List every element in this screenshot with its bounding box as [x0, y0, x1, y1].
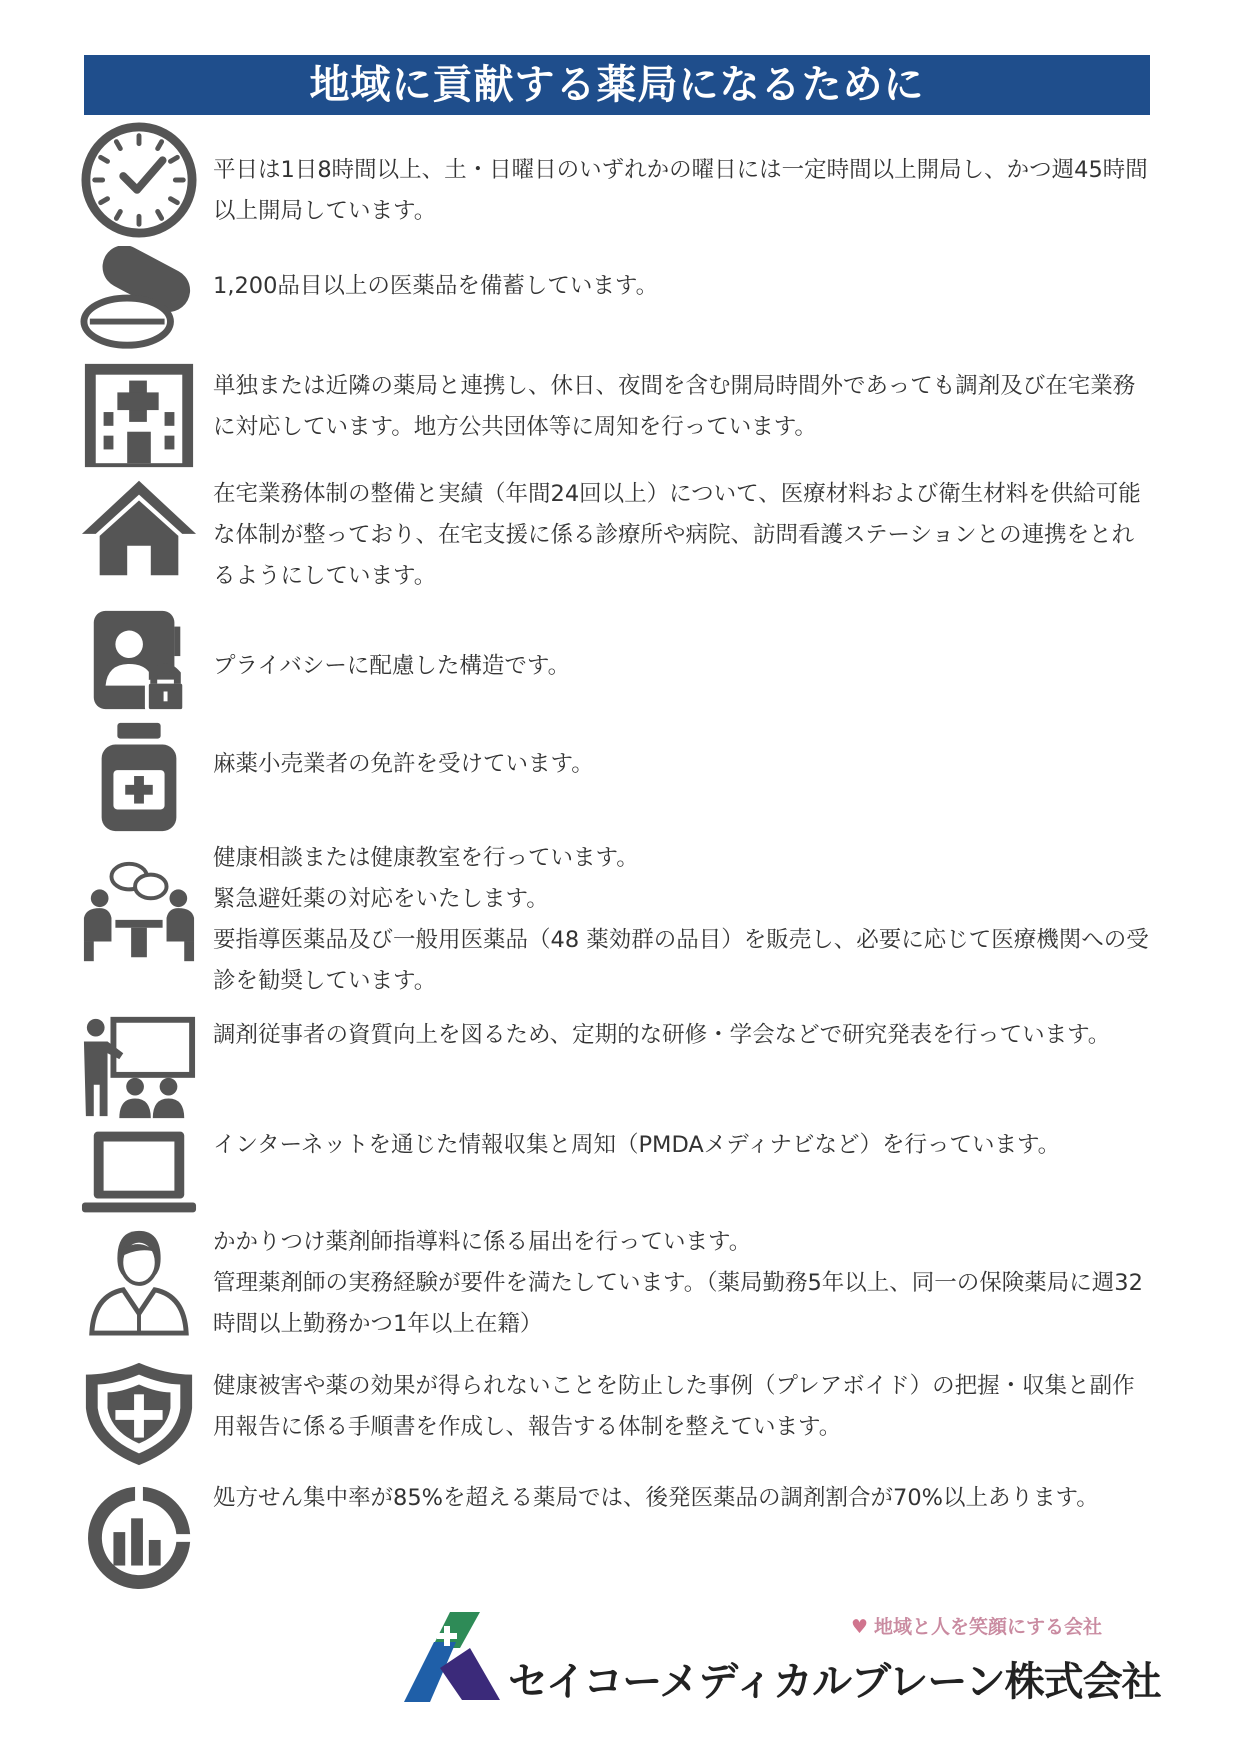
list-item	[80, 478, 1155, 598]
item-line: プライバシーに配慮した構造です。	[213, 653, 571, 679]
list-item	[80, 606, 1155, 716]
house-icon	[80, 478, 198, 578]
medicine-bottle-icon	[80, 720, 198, 835]
item-line: 麻薬小売業者の免許を受けています。	[213, 751, 594, 777]
pie-chart-icon	[80, 1478, 198, 1598]
training-icon	[80, 1015, 198, 1120]
item-line: 緊急避妊薬の対応をいたします。	[213, 886, 549, 912]
item-text	[213, 838, 1155, 1002]
list-item	[80, 246, 1155, 351]
hospital-icon	[80, 358, 198, 473]
company-name: セイコーメディカルブレーン株式会社	[508, 1659, 1161, 1705]
heart-icon: ♥	[850, 1616, 868, 1638]
item-line: 処方せん集中率が85%を超える薬局では、後発医薬品の調剤割合が70%以上あります。	[213, 1485, 1099, 1511]
pharmacist-icon	[80, 1222, 198, 1337]
list-item	[80, 1222, 1155, 1352]
tagline	[851, 1612, 1102, 1639]
laptop-icon	[80, 1127, 198, 1217]
page-title: 地域に貢献する薬局になるために	[84, 55, 1150, 115]
shield-icon	[80, 1358, 198, 1468]
item-line: 単独または近隣の薬局と連携し、休日、夜間を含む開局時間外であっても調剤及び在宅業務に対応しています。地方公共団体等に周知を行っています。	[213, 373, 1136, 440]
item-line: 調剤従事者の資質向上を図るため、定期的な研修・学会などで研究発表を行っています。	[213, 1022, 1111, 1048]
tagline-text: 地域と人を笑顔にする会社	[873, 1616, 1102, 1638]
item-line: かかりつけ薬剤師指導料に係る届出を行っています。	[213, 1229, 752, 1255]
item-text	[213, 266, 1155, 307]
item-line: 1,200品目以上の医薬品を備蓄しています。	[213, 273, 659, 299]
list-item	[80, 1358, 1155, 1473]
item-text	[213, 1015, 1155, 1056]
consultation-icon	[80, 858, 198, 968]
item-text	[213, 366, 1155, 448]
item-text	[213, 1366, 1155, 1448]
list-item	[80, 358, 1155, 473]
item-line: 管理薬剤師の実務経験が要件を満たしています。（薬局勤務5年以上、同一の保険薬局に週32時間以上勤務かつ1年以上在籍）	[213, 1270, 1143, 1337]
item-text	[213, 1222, 1155, 1345]
item-text	[213, 646, 1155, 687]
list-item	[80, 1125, 1155, 1217]
item-line: 平日は1日8時間以上、土・日曜日のいずれかの曜日には一定時間以上開局し、かつ週45時間以上開局しています。	[213, 157, 1148, 224]
item-line: 要指導医薬品及び一般用医薬品（48 薬効群の品目）を販売し、必要に応じて医療機関への受診を勧奨しています。	[213, 927, 1149, 994]
item-text	[213, 1125, 1155, 1166]
item-line: 健康相談または健康教室を行っています。	[213, 845, 639, 871]
list-item	[80, 1015, 1155, 1120]
list-item	[80, 118, 1155, 243]
item-line: 在宅業務体制の整備と実績（年間24回以上）について、医療材料および衛生材料を供給可能な体制が整っており、在宅支援に係る診療所や病院、訪問看護ステーションとの連携をとれるようにしています。	[213, 481, 1141, 589]
item-line: インターネットを通じた情報収集と周知（PMDAメディナビなど）を行っています。	[213, 1132, 1061, 1158]
list-item	[80, 720, 1155, 835]
item-line: 健康被害や薬の効果が得られないことを防止した事例（プレアボイド）の把握・収集と副作用報告に係る手順書を作成し、報告する体制を整えています。	[213, 1373, 1135, 1440]
item-text	[213, 150, 1155, 232]
item-text	[213, 1478, 1155, 1519]
company-logo	[400, 1608, 510, 1708]
item-text	[213, 744, 1155, 785]
privacy-lock-icon	[80, 606, 198, 716]
clock-icon	[80, 118, 198, 243]
list-item	[80, 1478, 1155, 1603]
item-text	[213, 474, 1155, 597]
pills-icon	[80, 246, 198, 351]
company-footer	[400, 1600, 1161, 1720]
list-item	[80, 838, 1155, 1008]
